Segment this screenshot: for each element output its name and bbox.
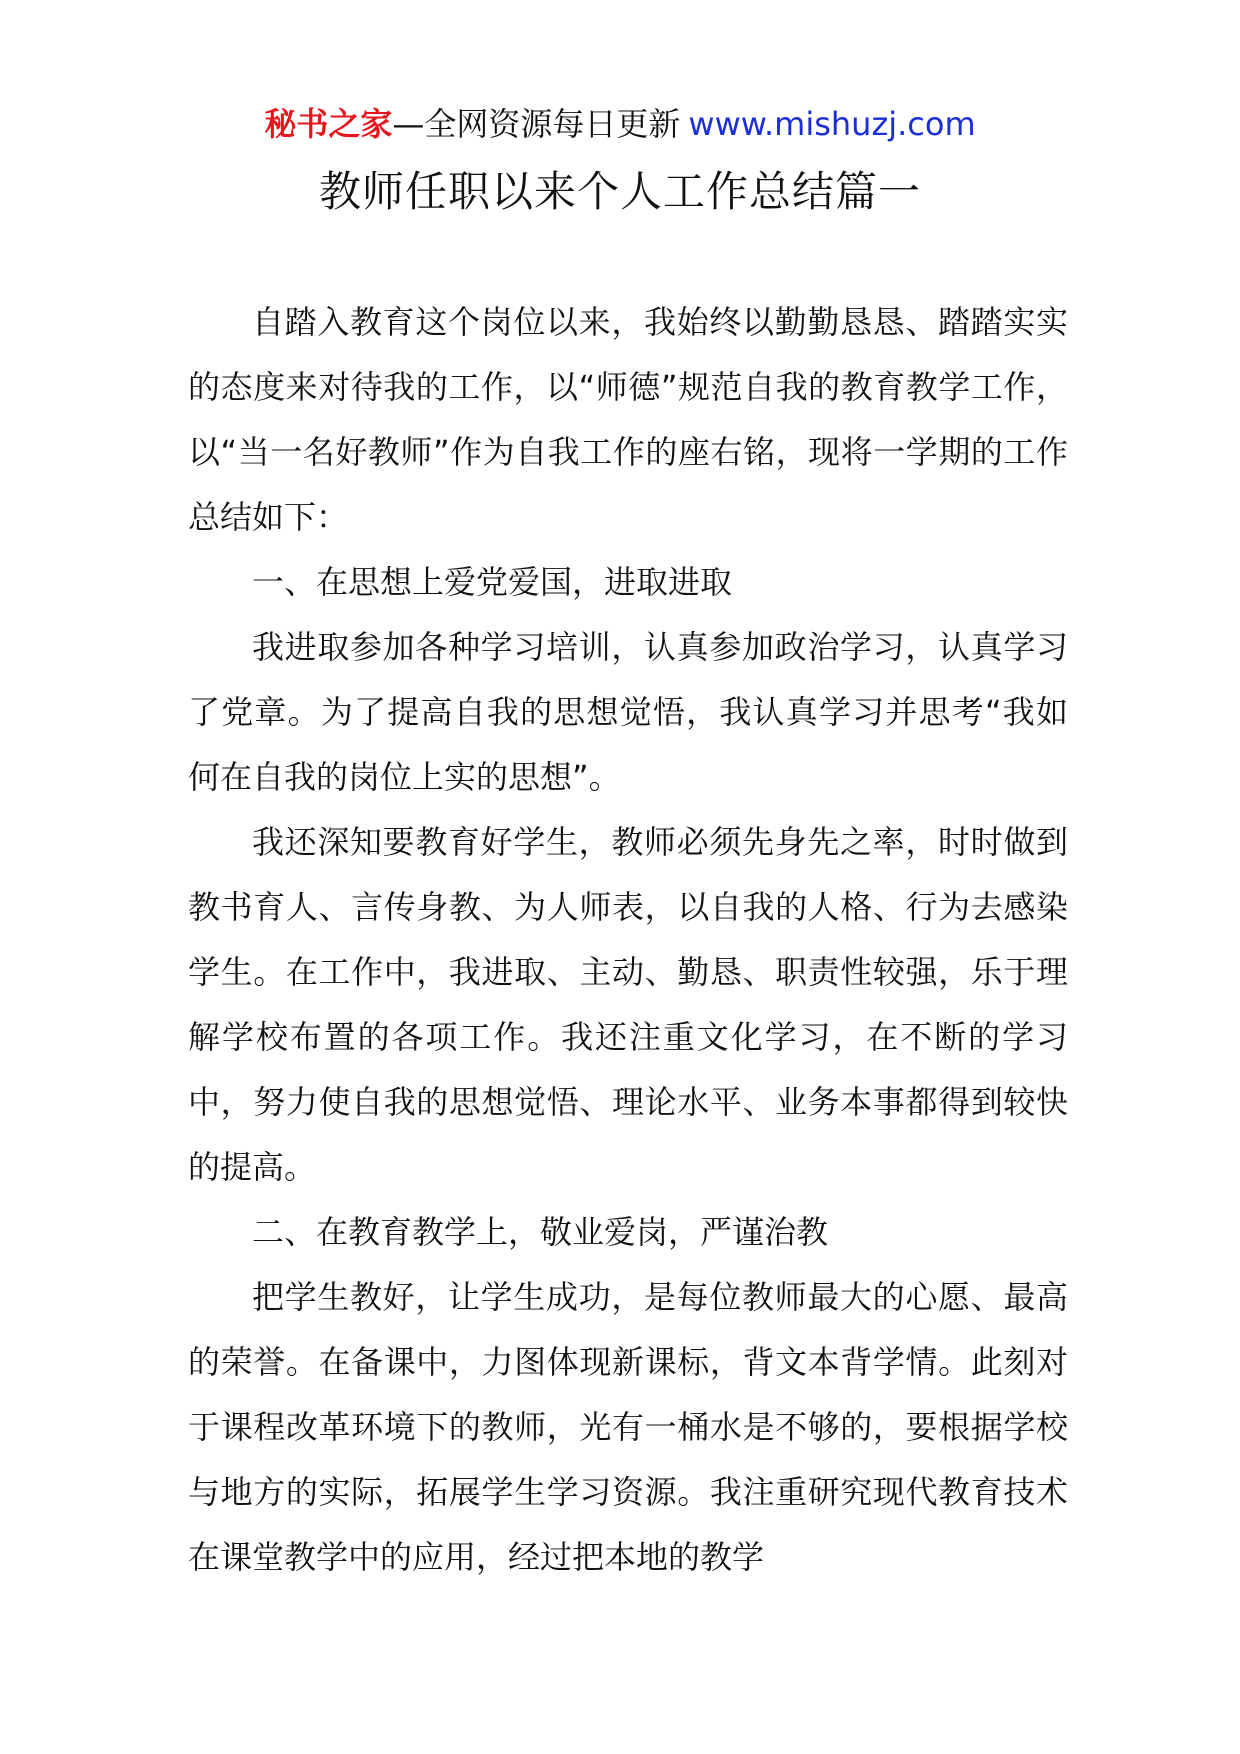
document-title: 教师任职以来个人工作总结篇一 bbox=[318, 167, 921, 216]
brand-name: 秘书之家 bbox=[264, 105, 393, 143]
paragraph: 我还深知要教育好学生，教师必须先身先之率，时时做到教书育人、言传身教、为人师表，以自我的人格、行为去感染学生。在工作中，我进取、主动、勤恳、职责性较强，乐于理解学校布置的各项工作。我还注重文化学习，在不断的学习中，努力使自我的思想觉悟、理论水平、业务本事都得到较快的提高。 bbox=[188, 823, 1068, 1186]
document-body bbox=[188, 290, 1068, 1590]
site-header bbox=[0, 104, 1240, 144]
paragraph: 把学生教好，让学生成功，是每位教师最大的心愿、最高的荣誉。在备课中，力图体现新课标，背文本背学情。此刻对于课程改革环境下的教师，光有一桶水是不够的，要根据学校与地方的实际，拓展学生学习资源。我注重研究现代教育技术在课堂教学中的应用，经过把本地的教学 bbox=[188, 1278, 1068, 1576]
site-url-link[interactable]: www.mishuzj.com bbox=[688, 105, 976, 143]
paragraph: 我进取参加各种学习培训，认真参加政治学习，认真学习了党章。为了提高自我的思想觉悟，我认真学习并思考“我如何在自我的岗位上实的思想”。 bbox=[188, 628, 1068, 796]
paragraph-intro: 自踏入教育这个岗位以来，我始终以勤勤恳恳、踏踏实实的态度来对待我的工作，以“师德”规范自我的教育教学工作，以“当一名好教师”作为自我工作的座右铭，现将一学期的工作总结如下： bbox=[188, 303, 1068, 536]
section-heading-2: 二、在教育教学上，敬业爱岗，严谨治教 bbox=[252, 1213, 829, 1251]
section-heading-1: 一、在思想上爱党爱国，进取进取 bbox=[252, 563, 733, 601]
header-tagline: —全网资源每日更新 bbox=[392, 105, 681, 143]
